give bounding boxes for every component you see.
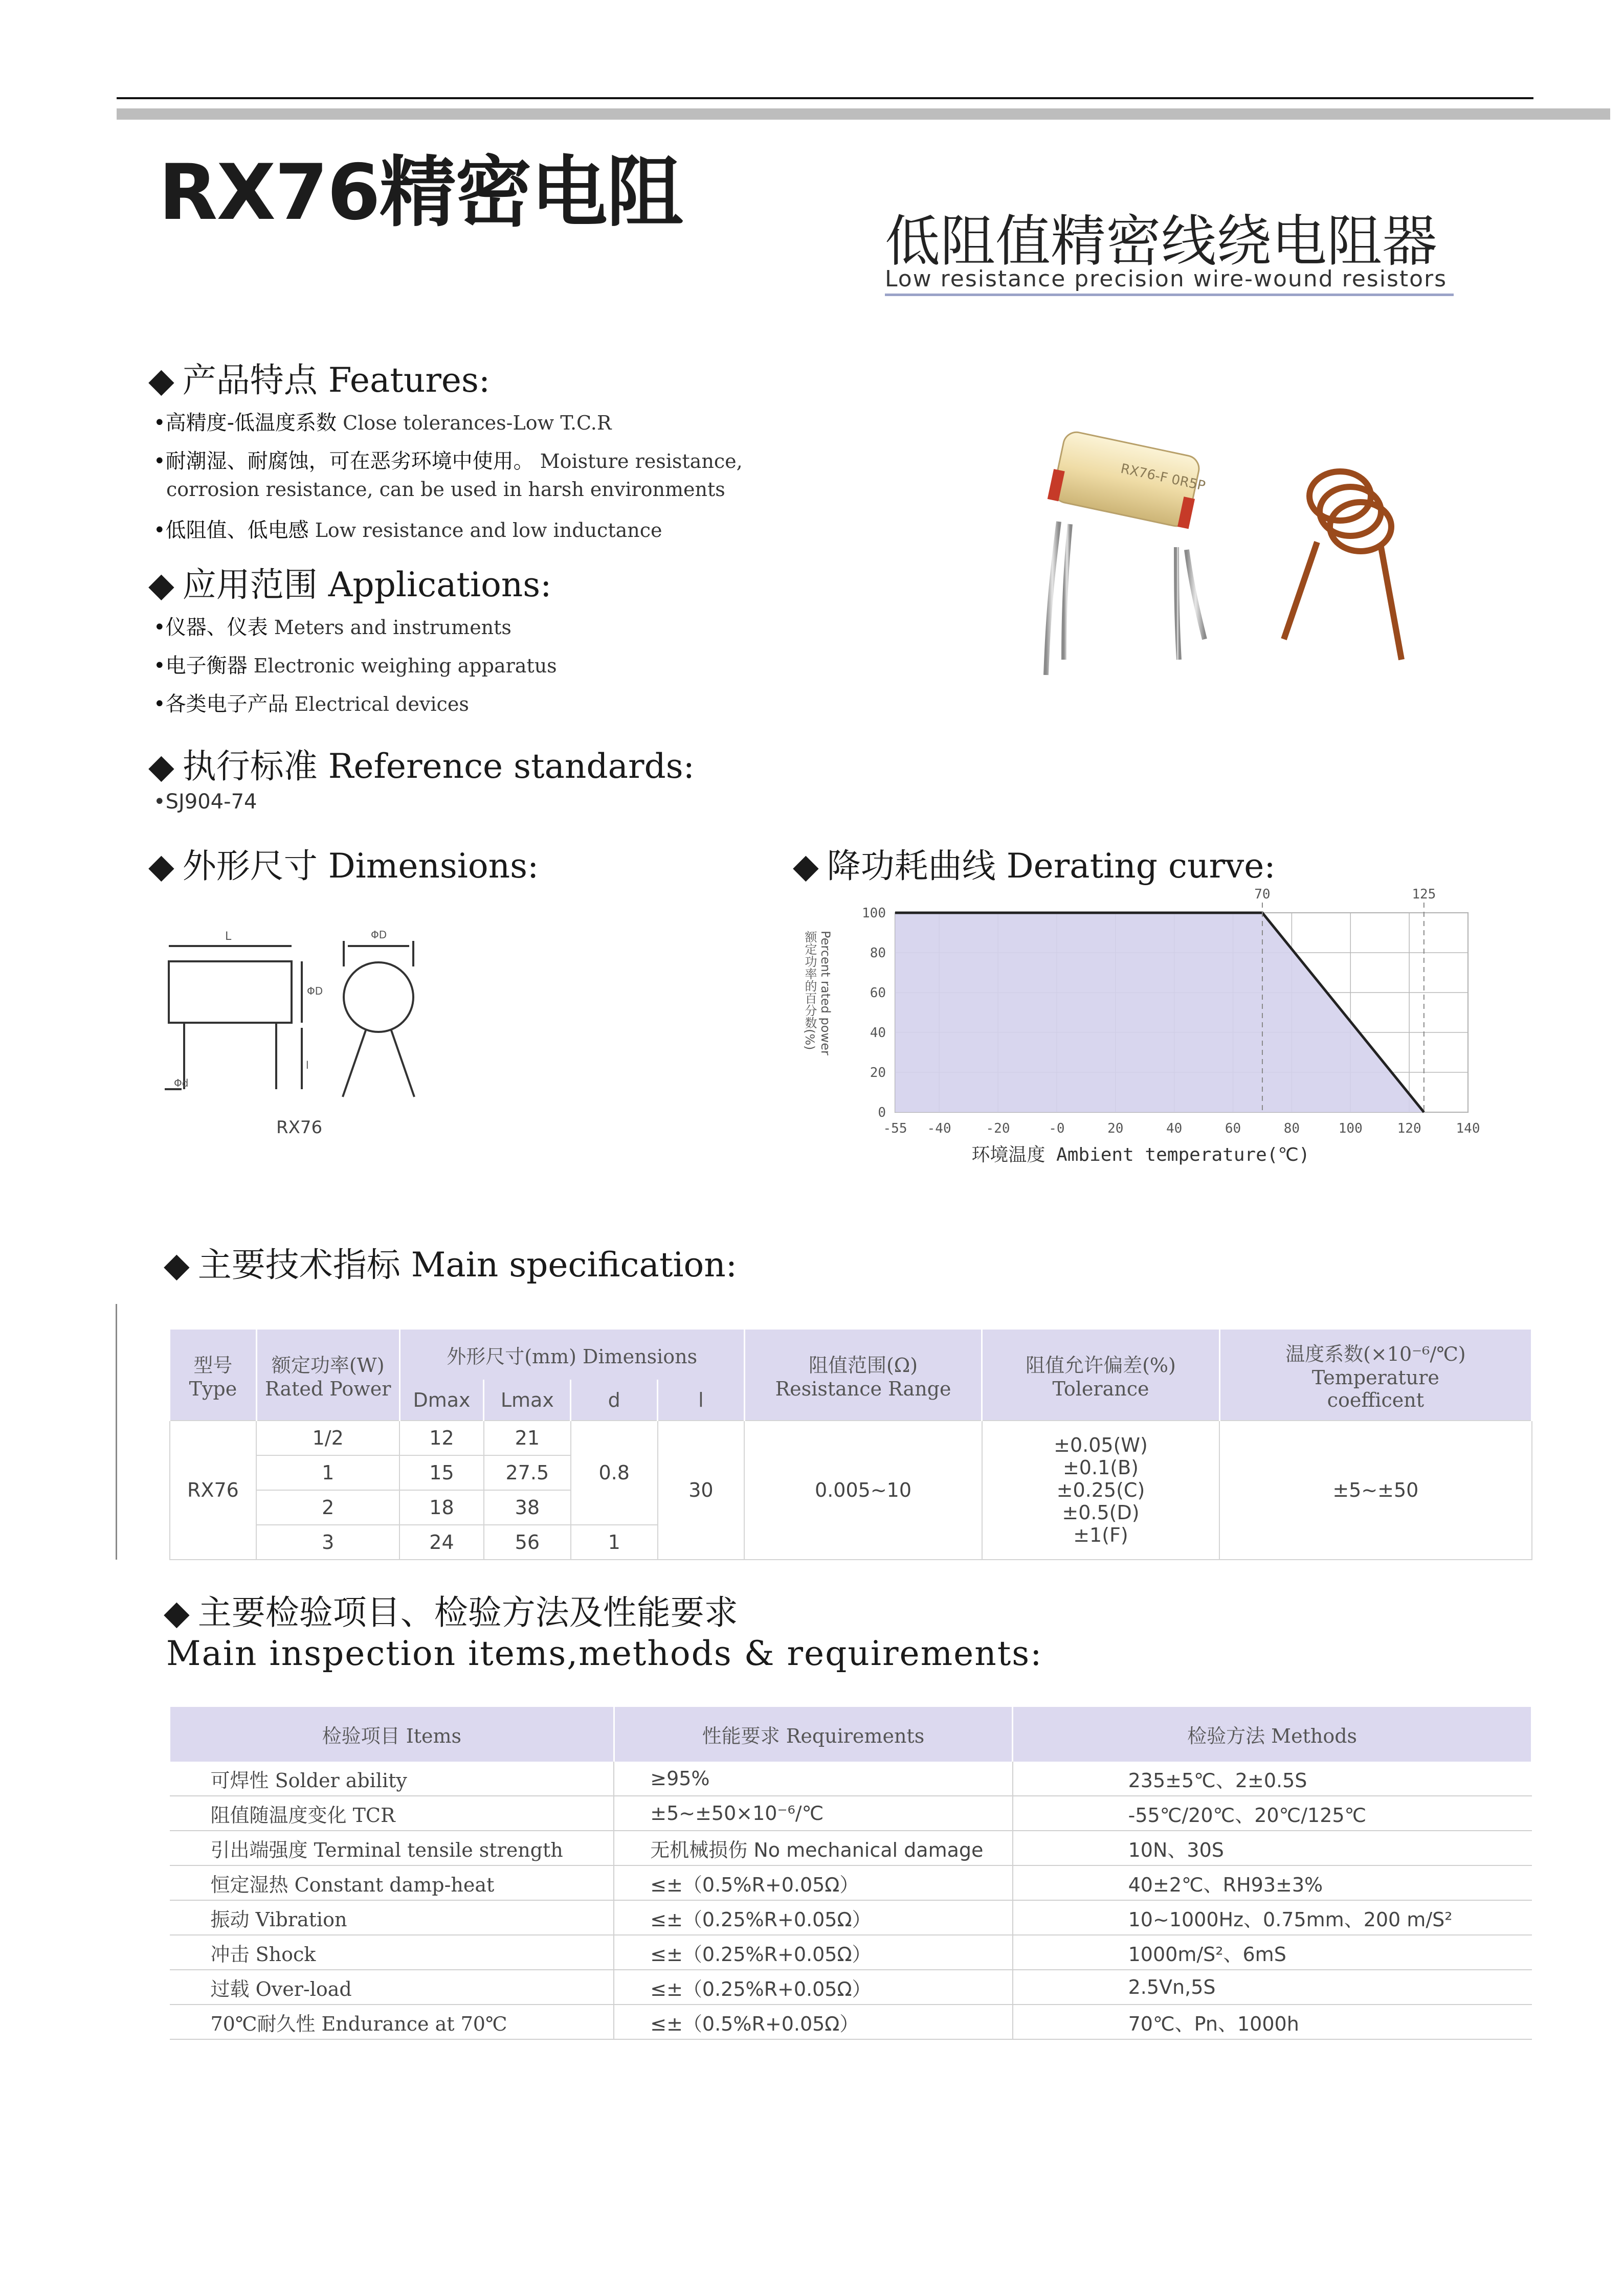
diamond-icon: ◆ [164, 1593, 190, 1632]
table-row: 过载 Over-load ≤±（0.25%R+0.05Ω） 2.5Vn,5S [170, 1970, 1532, 2005]
col-methods: 检验方法 Methods [1013, 1707, 1532, 1762]
table-row: 振动 Vibration ≤±（0.25%R+0.05Ω） 10~1000Hz、0.75mm、200 m/S² [170, 1900, 1532, 1935]
svg-text:ΦD: ΦD [307, 985, 323, 997]
product-photo [1023, 419, 1442, 685]
annotation-label: 125 [1412, 887, 1436, 902]
inspection-heading-cn: ◆ 主要检验项目、检验方法及性能要求 [164, 1593, 738, 1632]
svg-text:L: L [225, 930, 232, 943]
derating-ylabel: 额定功率的百分数(%) Percent rated power [803, 931, 833, 1055]
col-type: 型号 Type [170, 1330, 257, 1421]
x-tick-label: 140 [1456, 1121, 1480, 1136]
diamond-icon: ◆ [793, 846, 819, 886]
table-row: 恒定湿热 Constant damp-heat ≤±（0.5%R+0.05Ω） 40±2℃、RH93±3% [170, 1865, 1532, 1900]
table-row: 可焊性 Solder ability ≥95% 235±5℃、2±0.5S [170, 1762, 1532, 1796]
top-bar [117, 108, 1610, 120]
feature-item-continuation: corrosion resistance, can be used in harsh environments [166, 478, 725, 501]
dimensions-heading: ◆ 外形尺寸 Dimensions: [148, 846, 539, 886]
diamond-icon: ◆ [148, 565, 174, 604]
type-cell: RX76 [170, 1421, 257, 1560]
y-tick-label: 80 [870, 946, 886, 961]
table-row: 2 18 38 [170, 1490, 1532, 1525]
col-tolerance: 阻值允许偏差(%) Tolerance [982, 1330, 1219, 1421]
x-tick-label: -0 [1049, 1121, 1065, 1136]
x-tick-label: 40 [1166, 1121, 1183, 1136]
y-tick-label: 0 [878, 1105, 886, 1120]
derating-heading: ◆ 降功耗曲线 Derating curve: [793, 846, 1276, 886]
application-item: •仪器、仪表 Meters and instruments [153, 616, 511, 639]
x-tick-label: 60 [1225, 1121, 1241, 1136]
x-tick-label: -20 [986, 1121, 1010, 1136]
dimensions-caption: RX76 [276, 1117, 323, 1138]
x-axis-label: 环境温度 Ambient temperature(℃) [971, 1144, 1310, 1165]
y-tick-label: 20 [870, 1065, 886, 1081]
feature-item: •高精度-低温度系数 Close tolerances-Low T.C.R [153, 411, 612, 435]
svg-text:ΦD: ΦD [371, 929, 387, 941]
x-tick-label: -40 [927, 1121, 951, 1136]
dimensions-drawing [153, 920, 440, 1145]
y-tick-label: 60 [870, 985, 886, 1001]
spec-table [169, 1330, 1532, 1560]
col-power: 额定功率(W) Rated Power [256, 1330, 399, 1421]
diamond-icon: ◆ [164, 1245, 190, 1285]
col-dmax: Dmax [399, 1380, 484, 1421]
table-row: 引出端强度 Terminal tensile strength 无机械损伤 No mechanical damage 10N、30S [170, 1831, 1532, 1865]
application-item: •电子衡器 Electronic weighing apparatus [153, 654, 557, 678]
x-tick-label: -55 [883, 1121, 907, 1136]
derating-chart [829, 885, 1494, 1171]
col-dimensions: 外形尺寸(mm) Dimensions [399, 1330, 744, 1380]
col-requirements: 性能要求 Requirements [614, 1707, 1012, 1762]
svg-text:RX76-F 0R5P: RX76-F 0R5P [1119, 461, 1207, 494]
table-row: RX76 1/2 12 21 0.8 30 0.005~10 ±0.05(W) ±0.1(B) ±0.25(C) ±0.5(D) ±1(F) ±5~±50 [170, 1421, 1532, 1455]
diamond-icon: ◆ [148, 846, 174, 886]
col-d: d [571, 1380, 658, 1421]
table-row: 1 15 27.5 [170, 1455, 1532, 1490]
table-row: 阻值随温度变化 TCR ±5~±50×10⁻⁶/℃ -55℃/20℃、20℃/125℃ [170, 1796, 1532, 1831]
standards-heading: ◆ 执行标准 Reference standards: [148, 747, 695, 786]
feature-item: •低阻值、低电感 Low resistance and low inductance [153, 519, 662, 542]
application-item: •各类电子产品 Electrical devices [153, 692, 469, 716]
x-tick-label: 120 [1397, 1121, 1421, 1136]
annotation-label: 70 [1254, 887, 1271, 902]
applications-heading: ◆ 应用范围 Applications: [148, 565, 552, 604]
x-tick-label: 100 [1338, 1121, 1363, 1136]
y-tick-label: 40 [870, 1025, 886, 1041]
col-lmax: Lmax [484, 1380, 571, 1421]
y-tick-label: 100 [862, 906, 886, 921]
tolerance-cell: ±0.05(W) ±0.1(B) ±0.25(C) ±0.5(D) ±1(F) [982, 1421, 1219, 1560]
features-heading: ◆ 产品特点 Features: [148, 361, 491, 400]
col-l: l [658, 1380, 745, 1421]
spec-heading: ◆ 主要技术指标 Main specification: [164, 1245, 737, 1285]
col-range: 阻值范围(Ω) Resistance Range [744, 1330, 982, 1421]
x-tick-label: 80 [1283, 1121, 1300, 1136]
margin-line [116, 1304, 117, 1560]
svg-text:Φd: Φd [174, 1077, 189, 1089]
feature-item: •耐潮湿、耐腐蚀，可在恶劣环境中使用。 Moisture resistance, [153, 449, 743, 473]
col-items: 检验项目 Items [170, 1707, 614, 1762]
table-row: 冲击 Shock ≤±（0.25%R+0.05Ω） 1000m/S²、6mS [170, 1935, 1532, 1970]
inspection-table [169, 1707, 1532, 2040]
table-row: 70℃耐久性 Endurance at 70℃ ≤±（0.5%R+0.05Ω） 70℃、Pn、1000h [170, 2005, 1532, 2039]
standard-value: •SJ904-74 [153, 790, 257, 814]
table-row: 3 24 56 1 [170, 1525, 1532, 1560]
subtitle-cn: 低阻值精密线绕电阻器 [885, 210, 1438, 274]
col-tcr: 温度系数(×10⁻⁶/℃) Temperature coefficent [1219, 1330, 1531, 1421]
svg-text:l: l [306, 1059, 309, 1071]
inspection-heading-en: Main inspection items,methods & requirements: [166, 1634, 1043, 1673]
x-tick-label: 20 [1107, 1121, 1124, 1136]
subtitle-underline [885, 294, 1454, 296]
subtitle-en: Low resistance precision wire-wound resistors [885, 266, 1448, 292]
diamond-icon: ◆ [148, 361, 174, 400]
top-rule [117, 97, 1533, 99]
page-title: RX76精密电阻 [159, 148, 682, 237]
diamond-icon: ◆ [148, 747, 174, 786]
